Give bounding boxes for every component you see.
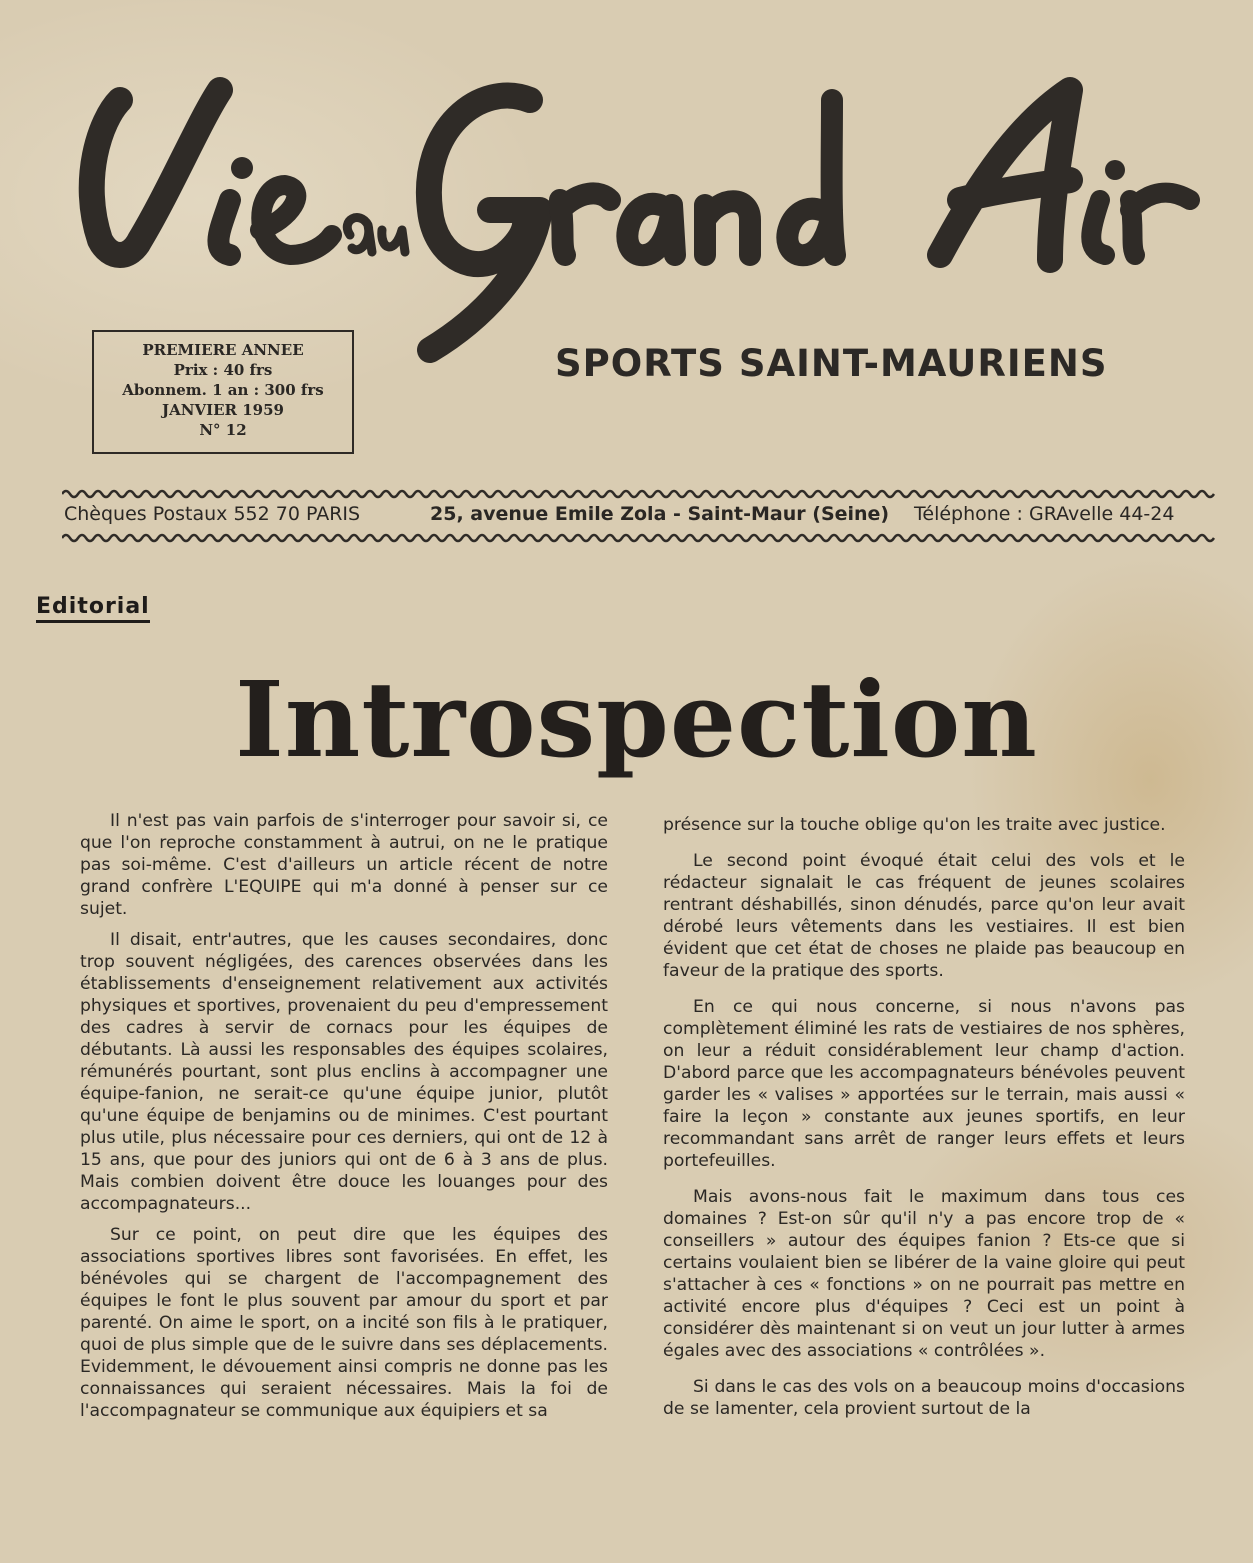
issue-info-box bbox=[92, 330, 354, 454]
wavy-divider-top bbox=[62, 488, 1220, 500]
paragraph: Si dans le cas des vols on a beaucoup moins d'occasions de se lamenter, cela provient surtout de la bbox=[663, 1377, 1185, 1419]
article-column-left bbox=[80, 810, 608, 1431]
article-column-right bbox=[663, 814, 1185, 1429]
section-label-editorial: Editorial bbox=[36, 594, 150, 623]
issue-date: JANVIER 1959 bbox=[162, 401, 284, 419]
masthead-subtitle: SPORTS SAINT-MAURIENS bbox=[555, 342, 1108, 385]
contact-row bbox=[64, 503, 1214, 531]
paragraph: En ce qui nous concerne, si nous n'avons pas complètement éliminé les rats de vestiaires de nos sphères, on leur a réduit considérablement leur champ d'action. D'abord parce que les accompagnateurs bénévoles peuvent garder les « valises » apportées sur le terrain, mais aussi « faire la leçon » constante aux jeunes sportifs, en leur recommandant sans arrêt de ranger leurs effets et leurs portefeuilles. bbox=[663, 997, 1185, 1171]
paragraph: Sur ce point, on peut dire que les équipes des associations sportives libres sont favorisées. En effet, les bénévoles qui se chargent de l'accompagnement des équipes le font le plus souvent par amour du sport et par parenté. On aime le sport, on a incité son fils à le pratiquer, quoi de plus simple que de le suivre dans ses déplacements. Evidemment, le dévouement ainsi compris ne donne pas les connaissances qui seraient nécessaires. Mais la foi de l'accompagnateur se communique aux équipiers et sa bbox=[80, 1225, 608, 1421]
paragraph: présence sur la touche oblige qu'on les traite avec justice. bbox=[663, 815, 1166, 835]
paragraph: Mais avons-nous fait le maximum dans tous ces domaines ? Est-on sûr qu'il n'y a pas encore trop de « conseillers » autour des équipes fanion ? Ets-ce que si certains voulaient bien se libérer de la vaine gloire qui peut s'attacher à ces « fonctions » on ne pourrait pas mettre en activité encore plus d'équipes ? Ceci est un point à considérer dès maintenant si on veut un jour lutter à armes égales avec des associations « contrôlées ». bbox=[663, 1187, 1185, 1361]
wavy-divider-bottom bbox=[62, 532, 1220, 544]
issue-price: Prix : 40 frs bbox=[173, 361, 273, 379]
issue-subscription: Abonnem. 1 an : 300 frs bbox=[122, 381, 324, 399]
article-headline: Introspection bbox=[235, 658, 1038, 781]
issue-number: N° 12 bbox=[199, 421, 247, 439]
paragraph: Le second point évoqué était celui des vols et le rédacteur signalait le cas fréquent de jeunes scolaires rentrant déshabillés, sinon dénudés, parce qu'on leur avait dérobé leurs vêtements dans les vestiaires. Il est bien évident que cet état de choses ne plaide pas beaucoup en faveur de la pratique des sports. bbox=[663, 851, 1185, 981]
postal-cheques: Chèques Postaux 552 70 PARIS bbox=[64, 503, 361, 525]
paragraph: Il n'est pas vain parfois de s'interroger pour savoir si, ce que l'on reproche constamment à autrui, on ne le pratique pas soi-même. C'est d'ailleurs un article récent de notre grand confrère L'EQUIPE qui m'a donné à penser sur ce sujet. bbox=[80, 811, 608, 919]
issue-year: PREMIERE ANNEE bbox=[142, 341, 304, 359]
address: 25, avenue Emile Zola - Saint-Maur (Seine) bbox=[430, 503, 890, 525]
paragraph: Il disait, entr'autres, que les causes secondaires, donc trop souvent négligées, des carences observées dans les établissements d'enseignement relativement aux activités physiques et sportives, provenaient du peu d'empressement des cadres à servir de cornacs pour les équipes de débutants. Là aussi les responsables des équipes scolaires, rémunérés pourtant, sont plus enclins à accompagner une équipe-fanion, ne serait-ce qu'une équipe junior, plutôt qu'une équipe de benjamins ou de minimes. C'est pourtant plus utile, plus nécessaire pour ces derniers, qui ont de 12 à 15 ans, que pour des juniors qui ont de 6 à 3 ans de plus. Mais combien doivent être douce les louanges pour des accompagnateurs... bbox=[80, 930, 608, 1214]
phone: Téléphone : GRAvelle 44-24 bbox=[914, 503, 1175, 525]
